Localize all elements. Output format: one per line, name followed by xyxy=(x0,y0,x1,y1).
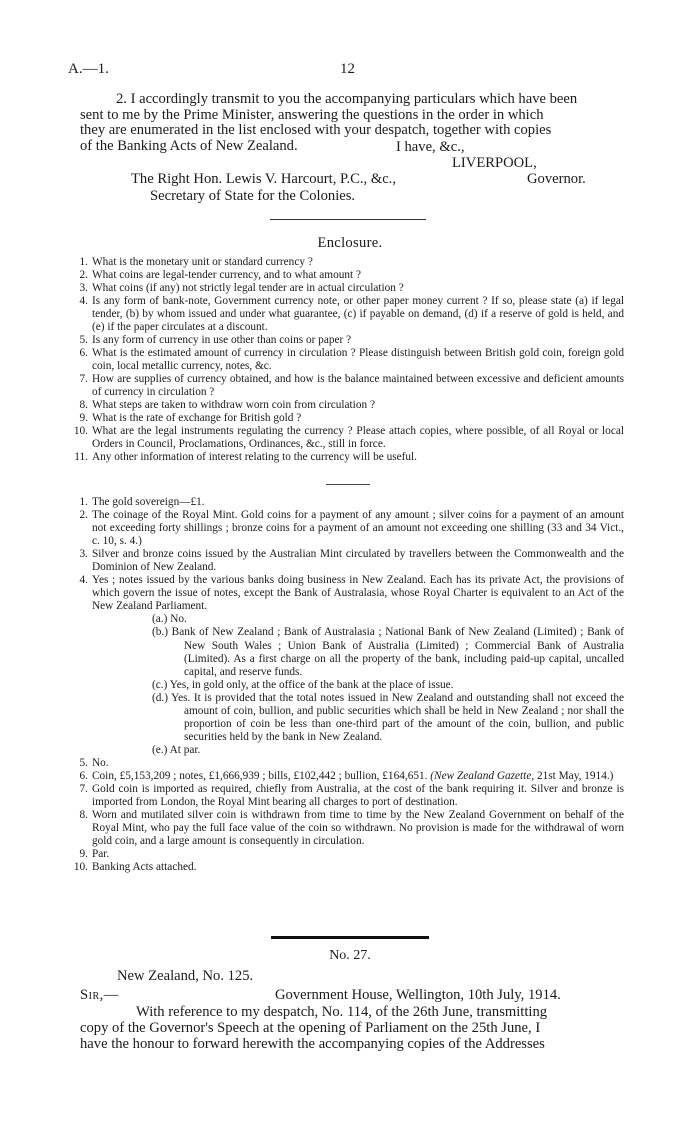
question-text: How are supplies of currency obtained, and how is the balance maintained between excessive and deficient amounts of currency in circulation ? xyxy=(92,373,624,398)
intro-line: they are enumerated in the list enclosed with your despatch, together with copies xyxy=(80,122,552,138)
question-text: What coins (if any) not strictly legal tender are in actual circulation ? xyxy=(92,282,404,294)
subitem-label: (a.) xyxy=(152,613,168,626)
answer-number: 1. xyxy=(79,496,88,508)
answer-source: (New Zealand Gazette, xyxy=(430,769,535,782)
answer-item xyxy=(68,574,624,613)
answer-text: Gold coin is imported as required, chiefly from Australia, at the cost of the bank requiring it. Silver and bronze is imported from London, the Royal Mint bearing all charges to port of destination. xyxy=(92,783,624,809)
subitem-text: Yes, in gold only, at the office of the bank at the place of issue. xyxy=(169,678,454,691)
page-header xyxy=(68,61,632,81)
answer-item xyxy=(68,783,624,809)
short-divider xyxy=(326,484,370,485)
question-item xyxy=(68,399,624,412)
question-item xyxy=(68,425,624,451)
page-number: 12 xyxy=(340,61,355,77)
answer-text: Coin, £5,153,209 ; notes, £1,666,939 ; bills, £102,442 ; bullion, £164,651. xyxy=(92,769,428,782)
signatory-title: Governor. xyxy=(527,171,586,187)
answer-text: The gold sovereign—£1. xyxy=(92,496,205,508)
subitem-label: (d.) xyxy=(152,691,168,704)
answer-item xyxy=(68,809,624,848)
despatch-body xyxy=(80,1004,620,1053)
intro-line: sent to me by the Prime Minister, answering the questions in the order in which xyxy=(80,106,544,123)
subitem-text: Bank of New Zealand ; Bank of Australasia ; National Bank of New Zealand (Limited) ; Bank of New South Wales ; Union Bank of Australia (Limited) ; Commercial Bank of Australia (Limited). As a first charge on all the property of the bank, including paid-up capital, uncalled capital, and reserve funds. xyxy=(171,626,624,678)
question-text: What is the estimated amount of currency in circulation ? Please distinguish between British gold coin, foreign gold coin, local metallic currency, notes, &c. xyxy=(92,347,624,372)
question-text: Is any form of bank-note, Government currency note, or other paper money current ? If so, please state (a) if legal tender, (b) by whom issued and under what guarantee, (c) if payable on demand, (d) if a reserve of gold is held, and (e) if the paper circulates at a discount. xyxy=(92,295,624,333)
question-item xyxy=(68,451,624,464)
question-item xyxy=(68,295,624,334)
body-line: With reference to my despatch, No. 114, of the 26th June, transmitting xyxy=(136,1004,548,1020)
answer-number: 10. xyxy=(73,861,88,874)
question-text: Any other information of interest relating to the currency will be useful. xyxy=(92,451,418,463)
answer-subitem xyxy=(68,626,624,678)
answer-text: Par. xyxy=(92,848,110,861)
question-number: 3. xyxy=(79,282,88,294)
question-item xyxy=(68,269,624,282)
section-divider xyxy=(270,219,426,220)
intro-line: of the Banking Acts of New Zealand. xyxy=(80,137,298,154)
answer-number: 7. xyxy=(79,783,88,796)
question-number: 6. xyxy=(79,347,88,359)
body-line: have the honour to forward herewith the accompanying copies of the Addresses xyxy=(80,1036,545,1053)
subitem-label: (c.) xyxy=(152,678,168,691)
enclosure-title: Enclosure. xyxy=(317,235,383,251)
closing-phrase: I have, &c., xyxy=(396,139,465,155)
question-text: What are the legal instruments regulating the currency ? Please attach copies, where possible, of all Royal or local Orders in Council, Proclamations, Ordinances, &c., still in force. xyxy=(92,425,624,450)
question-item xyxy=(68,282,624,295)
signatory-name: LIVERPOOL, xyxy=(452,155,537,171)
answer-number: 6. xyxy=(79,769,88,782)
answer-date: 21st May, 1914.) xyxy=(536,769,614,782)
subitem-label: (b.) xyxy=(152,626,168,639)
question-number: 2. xyxy=(79,269,88,281)
question-item xyxy=(68,347,624,373)
answer-text: Worn and mutilated silver coin is withdrawn from time to time by the New Zealand Government on behalf of the Royal Mint, who pay the full face value of the coin so withdrawn. No provision is made for the withdrawal of worn gold coin, and a large amount is consequently in circulation. xyxy=(92,809,624,848)
answer-text: Yes ; notes issued by the various banks doing business in New Zealand. Each has its private Act, the provisions of which govern the issue of notes, except the Bank of Australasia, whose Royal Charter is equivalent to an Act of the New Zealand Parliament. xyxy=(92,574,624,613)
answer-text: Silver and bronze coins issued by the Australian Mint circulated by travellers between the Commonwealth and the Dominion of New Zealand. xyxy=(92,548,624,574)
answer-number: 9. xyxy=(79,848,88,861)
answer-subitem xyxy=(68,679,624,692)
answer-item xyxy=(68,861,624,874)
answer-text: Banking Acts attached. xyxy=(92,861,197,874)
subitem-text: No. xyxy=(170,613,187,626)
question-number: 4. xyxy=(79,295,88,307)
section-rule xyxy=(271,936,429,939)
document-reference: A.—1. xyxy=(68,61,109,77)
question-item xyxy=(68,256,624,269)
answer-item xyxy=(68,770,624,783)
subitem-text: Yes. It is provided that the total notes issued in New Zealand and outstanding shall not exceed the amount of coin, bullion, and public securities which shall be held in New Zealand ; nor shall the proportion of coin be less than one-third part of the amount of the coin, bullion, and public securities held by the bank in New Zealand. xyxy=(171,691,624,743)
question-item xyxy=(68,334,624,347)
addressee-office: Secretary of State for the Colonies. xyxy=(150,188,356,204)
answer-subitem xyxy=(68,692,624,744)
question-item xyxy=(68,412,624,425)
question-number: 11. xyxy=(74,451,88,463)
question-text: Is any form of currency in use other than coins or paper ? xyxy=(92,334,352,346)
addressee-name: The Right Hon. Lewis V. Harcourt, P.C., &c., xyxy=(131,171,396,187)
answer-item xyxy=(68,496,624,509)
salutation: Sir,— xyxy=(80,987,119,1003)
answer-number: 4. xyxy=(79,574,88,587)
answer-item xyxy=(68,848,624,861)
body-line: copy of the Governor's Speech at the opening of Parliament on the 25th June, I xyxy=(80,1020,541,1037)
question-list xyxy=(68,256,624,464)
subitem-label: (e.) xyxy=(152,743,168,756)
question-text: What is the monetary unit or standard currency ? xyxy=(92,256,313,268)
answer-number: 5. xyxy=(79,756,88,769)
question-text: What steps are taken to withdraw worn coin from circulation ? xyxy=(92,399,375,411)
answer-number: 8. xyxy=(79,809,88,822)
question-number: 10. xyxy=(73,425,88,437)
subitem-text: At par. xyxy=(169,743,201,756)
answer-subitem xyxy=(68,613,624,626)
question-text: What coins are legal-tender currency, and to what amount ? xyxy=(92,269,362,281)
question-text: What is the rate of exchange for British gold ? xyxy=(92,412,302,424)
intro-paragraph xyxy=(80,92,620,154)
answer-item xyxy=(68,757,624,770)
dateline: Government House, Wellington, 10th July, 1914. xyxy=(275,987,561,1003)
answer-item xyxy=(68,509,624,548)
question-item xyxy=(68,373,624,399)
answer-text: The coinage of the Royal Mint. Gold coins for a payment of any amount ; silver coins for a payment of an amount not exceeding forty shillings ; bronze coins for a payment of an amount not exceeding one shilling (33 and 34 Vict., c. 10, s. 4.) xyxy=(92,509,624,548)
answer-number: 3. xyxy=(79,548,88,561)
despatch-number: No. 27. xyxy=(329,948,371,963)
despatch-reference: New Zealand, No. 125. xyxy=(117,968,254,984)
question-number: 9. xyxy=(79,412,88,424)
answer-text: No. xyxy=(92,756,109,769)
question-number: 7. xyxy=(79,373,88,385)
answer-list xyxy=(68,496,624,874)
answer-number: 2. xyxy=(79,509,88,522)
answer-item xyxy=(68,548,624,574)
question-number: 5. xyxy=(79,334,88,346)
question-number: 1. xyxy=(79,256,88,268)
question-number: 8. xyxy=(79,399,88,411)
intro-line: 2. I accordingly transmit to you the accompanying particulars which have been xyxy=(116,91,578,107)
answer-subitem xyxy=(68,744,624,757)
